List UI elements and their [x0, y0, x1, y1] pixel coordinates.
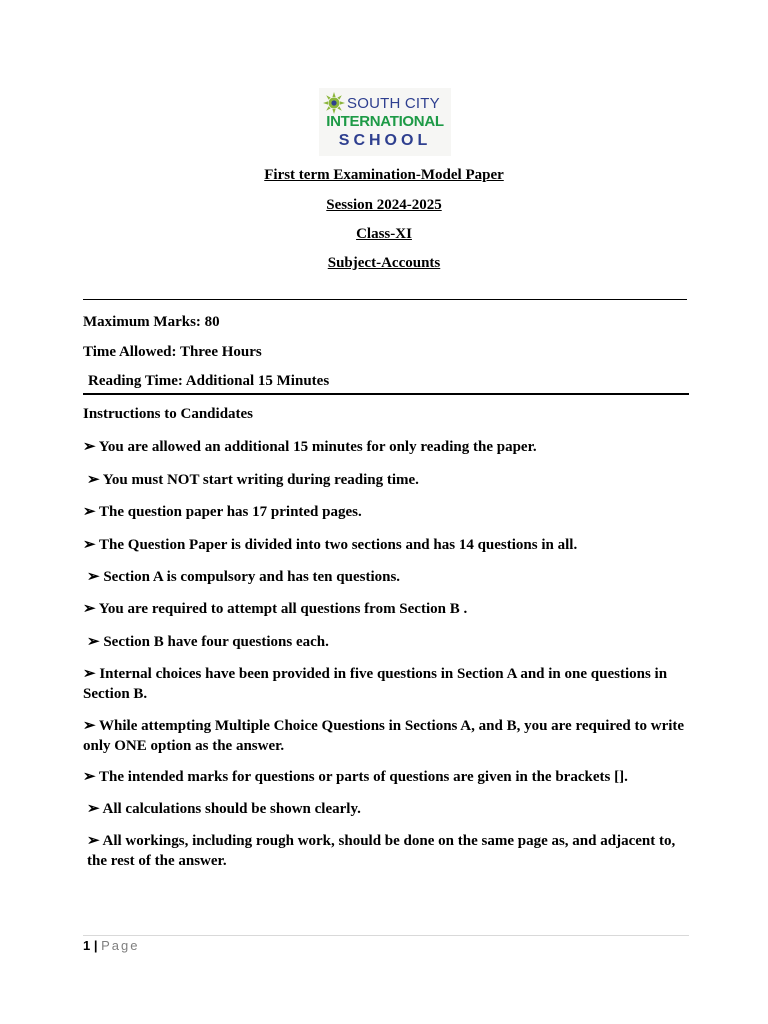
- maximum-marks: Maximum Marks: 80: [83, 314, 220, 330]
- instruction-item: ➢ Internal choices have been provided in five questions in Section A and in one questions in Section B.: [83, 666, 668, 702]
- instruction-item: ➢ Section B have four questions each.: [87, 634, 329, 650]
- separator-line-thick: [83, 393, 689, 395]
- instruction-item: ➢ While attempting Multiple Choice Questions in Sections A, and B, you are required to write only ONE option as the answer.: [83, 718, 685, 754]
- subject-heading: Subject-Accounts: [327, 255, 441, 271]
- exam-title: First term Examination-Model Paper: [264, 167, 504, 183]
- instruction-item: ➢ All workings, including rough work, should be done on the same page as, and adjacent to, the rest of the answer.: [87, 833, 676, 869]
- logo-text-school: SCHOOL: [338, 132, 432, 149]
- school-logo: [319, 88, 451, 156]
- class-heading: Class-XI: [356, 226, 412, 242]
- separator-line: [83, 299, 687, 300]
- instructions-heading: Instructions to Candidates: [83, 406, 254, 422]
- page-label: Page: [101, 938, 140, 953]
- logo-text-international: INTERNATIONAL: [326, 113, 444, 130]
- reading-time: Reading Time: Additional 15 Minutes: [88, 373, 330, 389]
- instruction-item: ➢ All calculations should be shown clearly.: [87, 801, 361, 817]
- instruction-item: ➢ The question paper has 17 printed pages.: [83, 504, 362, 520]
- instruction-item: ➢ Section A is compulsory and has ten questions.: [87, 569, 401, 585]
- footer-separator: |: [93, 938, 98, 953]
- session-heading: Session 2024-2025: [326, 197, 442, 213]
- instruction-item: ➢ You are required to attempt all questions from Section B .: [83, 601, 468, 617]
- instruction-item: ➢ The Question Paper is divided into two sections and has 14 questions in all.: [83, 537, 578, 553]
- page-footer: [83, 938, 140, 953]
- sun-emblem-icon: [323, 92, 345, 114]
- instruction-item: ➢ You are allowed an additional 15 minutes for only reading the paper.: [83, 439, 537, 455]
- time-allowed: Time Allowed: Three Hours: [83, 344, 262, 360]
- page-number: 1: [83, 938, 91, 953]
- instruction-item: ➢ The intended marks for questions or parts of questions are given in the brackets [].: [83, 769, 628, 785]
- instruction-item: ➢ You must NOT start writing during reading time.: [87, 472, 419, 488]
- logo-text-south-city: SOUTH CITY: [347, 94, 440, 112]
- footer-divider: [83, 935, 689, 936]
